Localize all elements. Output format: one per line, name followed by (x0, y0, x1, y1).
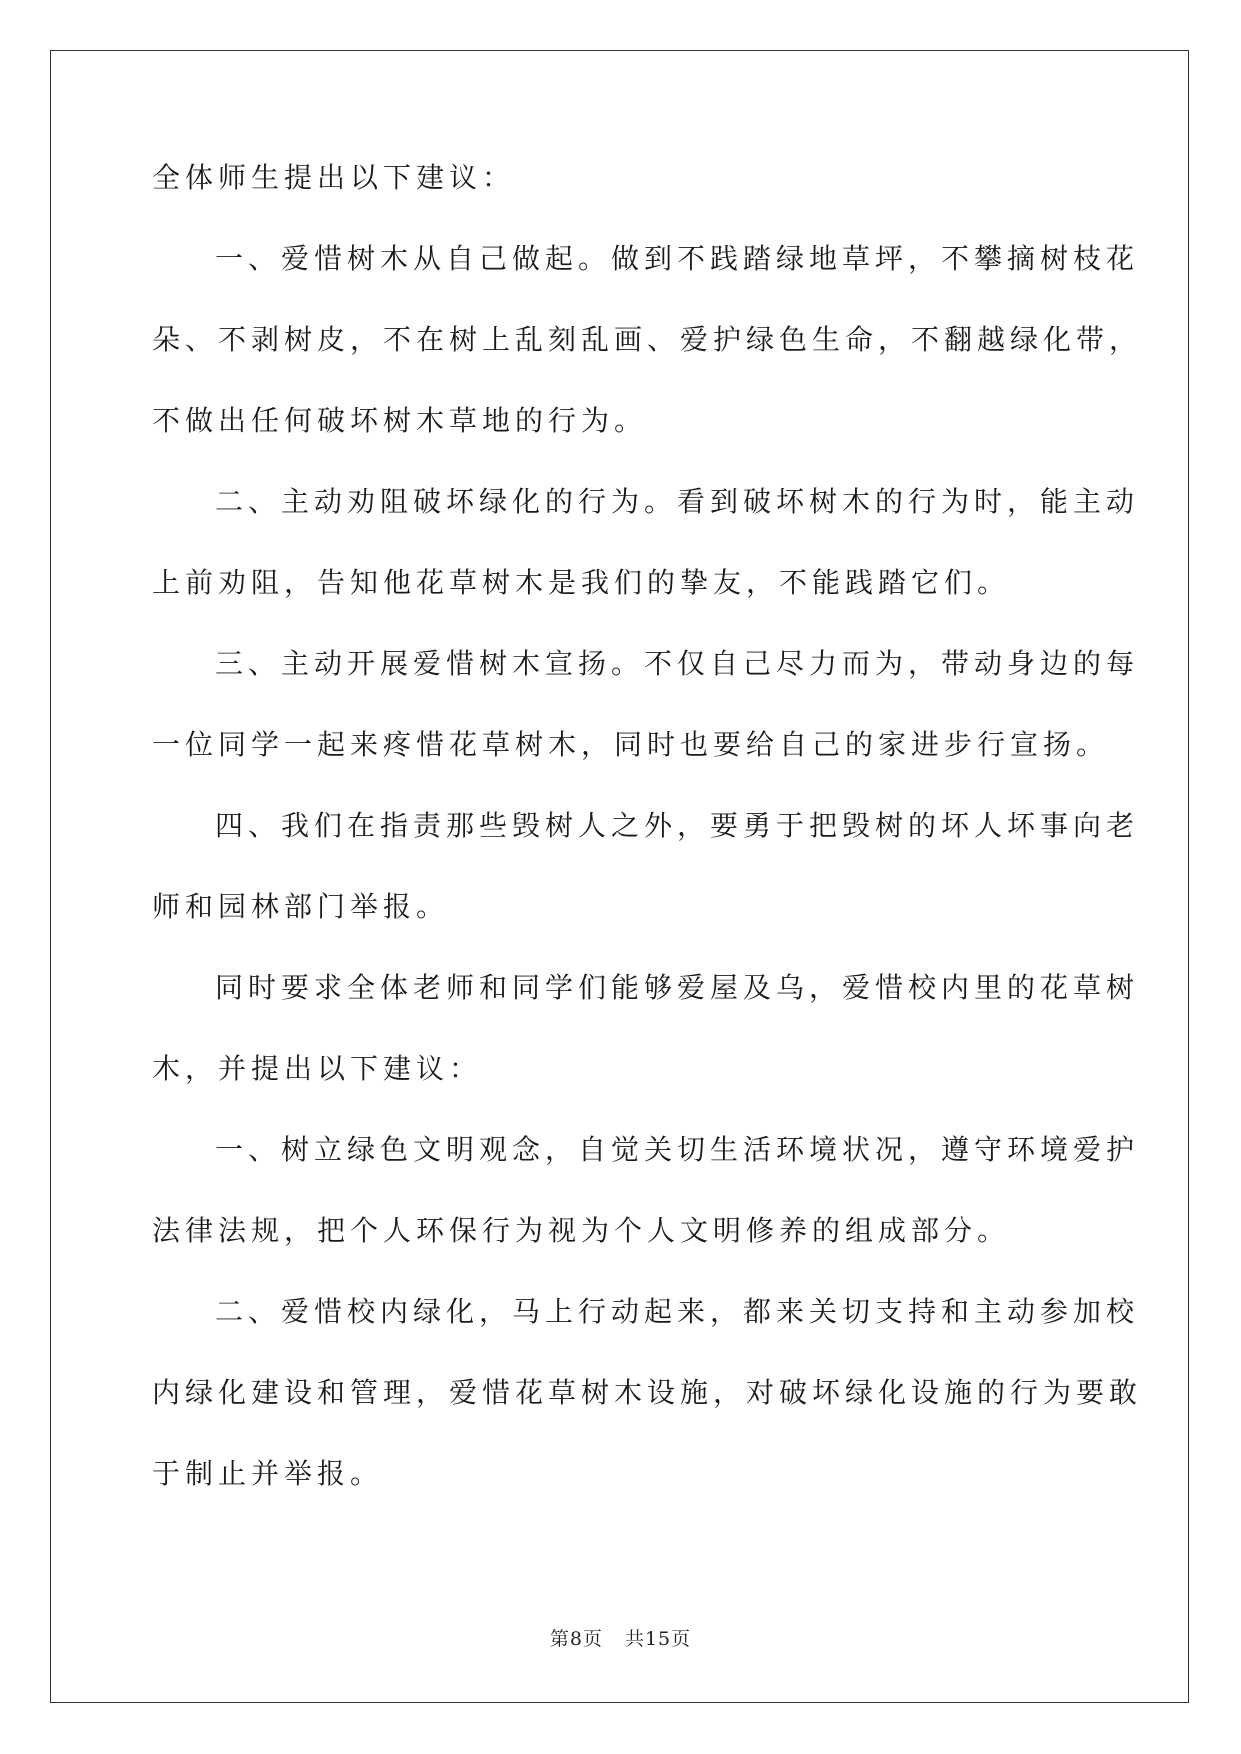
body-line-9: 四、我们在指责那些毁树人之外，要勇于把毁树的坏人坏事向老 (215, 809, 1140, 842)
page-footer (0, 1624, 1241, 1651)
body-line-12: 木，并提出以下建议： (152, 1052, 483, 1085)
body-line-6: 上前劝阻，告知他花草树木是我们的挚友，不能践踏它们。 (152, 566, 1011, 599)
page-number: 第8页 (549, 1628, 603, 1650)
body-line-3: 朵、不剥树皮，不在树上乱刻乱画、爱护绿色生命，不翻越绿化带， (152, 323, 1143, 356)
page-total: 共15页 (624, 1628, 692, 1650)
document-body (152, 160, 1143, 1537)
body-line-4: 不做出任何破坏树木草地的行为。 (152, 404, 648, 437)
body-line-8: 一位同学一起来疼惜花草树木，同时也要给自己的家进步行宣扬。 (152, 728, 1110, 761)
body-line-14: 法律法规，把个人环保行为视为个人文明修养的组成部分。 (152, 1214, 1011, 1247)
body-line-15: 二、爱惜校内绿化，马上行动起来，都来关切支持和主动参加校 (215, 1295, 1140, 1328)
body-line-7: 三、主动开展爱惜树木宣扬。不仅自己尽力而为，带动身边的每 (215, 647, 1140, 680)
body-line-11: 同时要求全体老师和同学们能够爱屋及乌，爱惜校内里的花草树 (215, 971, 1140, 1004)
body-line-1: 全体师生提出以下建议： (152, 161, 516, 194)
body-line-5: 二、主动劝阻破坏绿化的行为。看到破坏树木的行为时，能主动 (215, 485, 1140, 518)
body-line-17: 于制止并举报。 (152, 1457, 384, 1490)
body-line-2: 一、爱惜树木从自己做起。做到不践踏绿地草坪，不攀摘树枝花 (215, 242, 1140, 275)
body-line-10: 师和园林部门举报。 (152, 890, 450, 923)
body-line-13: 一、树立绿色文明观念，自觉关切生活环境状况，遵守环境爱护 (215, 1133, 1140, 1166)
body-line-16: 内绿化建设和管理，爱惜花草树木设施，对破坏绿化设施的行为要敢 (152, 1376, 1143, 1409)
